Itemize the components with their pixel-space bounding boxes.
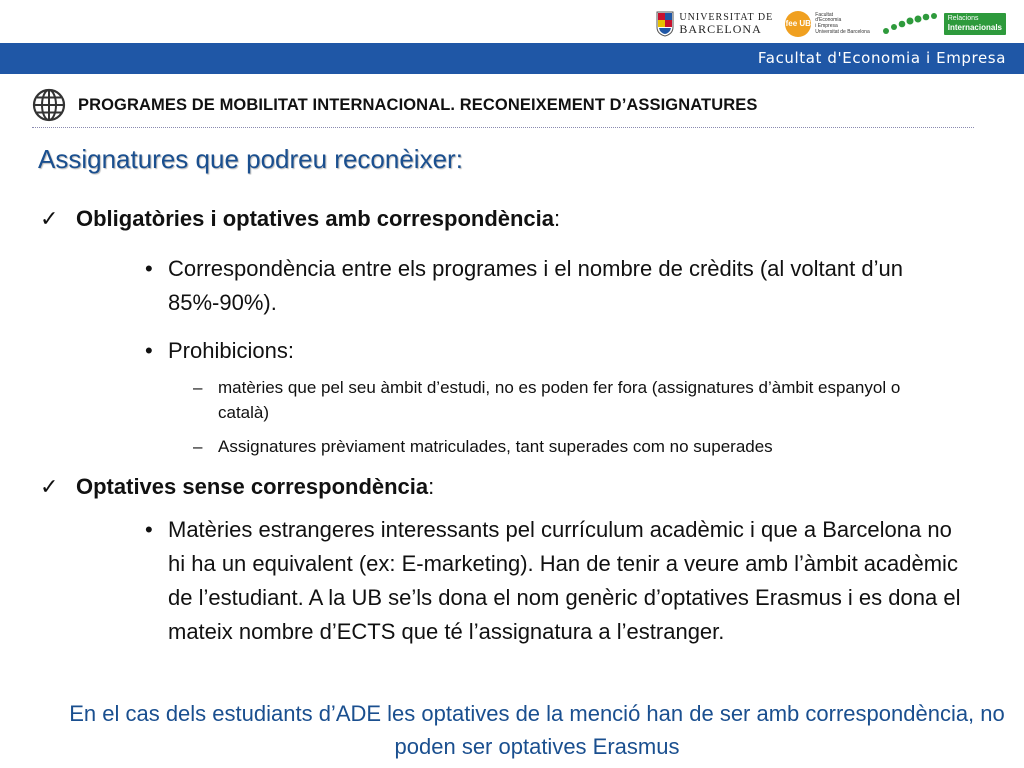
feeub-mark: fee UB [785, 11, 811, 37]
ub-line2: BARCELONA [679, 22, 762, 36]
block1-title: Obligatòries i optatives amb correspondència [76, 206, 555, 231]
sub-list-item [193, 434, 953, 459]
sub-list-item-text: matèries que pel seu àmbit d’estudi, no es poden fer fora (assignatures d’àmbit espanyol o català) [218, 378, 901, 422]
logos-row [656, 6, 1006, 42]
block2-title: Optatives sense correspondència [76, 474, 429, 499]
bullet-icon: • [145, 256, 153, 281]
sub-list-item-text: Assignatures prèviament matriculades, tant superades com no superades [218, 437, 773, 456]
ri-line1: Relacions [947, 14, 979, 22]
list-item-text: Correspondència entre els programes i el nombre de crèdits (al voltant d’un 85%-90%). [168, 256, 903, 315]
check-icon: ✓ [40, 474, 59, 499]
list-item-block2 [40, 474, 434, 500]
dots-logo-icon [882, 11, 938, 37]
ub-wordmark [679, 13, 773, 35]
footer-note: En el cas dels estudiants d’ADE les optatives de la menció han de ser amb correspondència, no poden ser optatives Erasmus [69, 701, 1005, 759]
dash-icon: – [193, 437, 203, 456]
feeub-text [815, 13, 869, 36]
list-item [145, 252, 975, 320]
list-item [145, 334, 975, 368]
globe-icon [32, 88, 66, 122]
bullet-icon: • [145, 338, 153, 363]
sub-list-item [193, 375, 953, 425]
ub-shield-icon [656, 11, 674, 37]
title-divider [32, 127, 974, 128]
dash-icon: – [193, 378, 203, 397]
ri-line2: Internacionals [947, 23, 1002, 32]
list-item-text: Matèries estrangeres interessants pel currículum acadèmic i que a Barcelona no hi ha un equivalent (ex: E-marketing). Han de tenir a veure amb l’àmbit acadèmic de l’estudiant. A la UB se’ls dona el nom genèric d’optatives Erasmus i es dona el mateix nombre d’ECTS que té l’assignatura a l’estranger. [168, 517, 961, 644]
list-item-text: Prohibicions: [168, 338, 294, 363]
feeub-text-line: Facultat [815, 11, 834, 18]
faculty-header-bar [0, 43, 1024, 74]
feeub-logo [785, 11, 869, 37]
feeub-text-line: d'Economia [815, 17, 842, 24]
relacions-internacionals-logo [882, 11, 1006, 37]
list-item [145, 513, 975, 649]
slide-heading: Assignatures que podreu reconèixer: [38, 144, 463, 174]
feeub-text-line: i Empresa [815, 23, 838, 29]
faculty-name: Facultat d'Economia i Empresa [757, 49, 1006, 67]
ub-logo [656, 11, 773, 37]
ri-box [944, 13, 1006, 36]
block1-colon: : [554, 206, 561, 231]
feeub-text-line: Universitat de Barcelona [815, 28, 870, 35]
block2-colon: : [428, 474, 435, 499]
list-item-block1 [40, 206, 560, 232]
bullet-icon: • [145, 517, 153, 542]
check-icon: ✓ [40, 206, 59, 231]
section-title: PROGRAMES DE MOBILITAT INTERNACIONAL. RECONEIXEMENT D’ASSIGNATURES [78, 96, 758, 114]
ub-line1: UNIVERSITAT DE [679, 12, 774, 23]
